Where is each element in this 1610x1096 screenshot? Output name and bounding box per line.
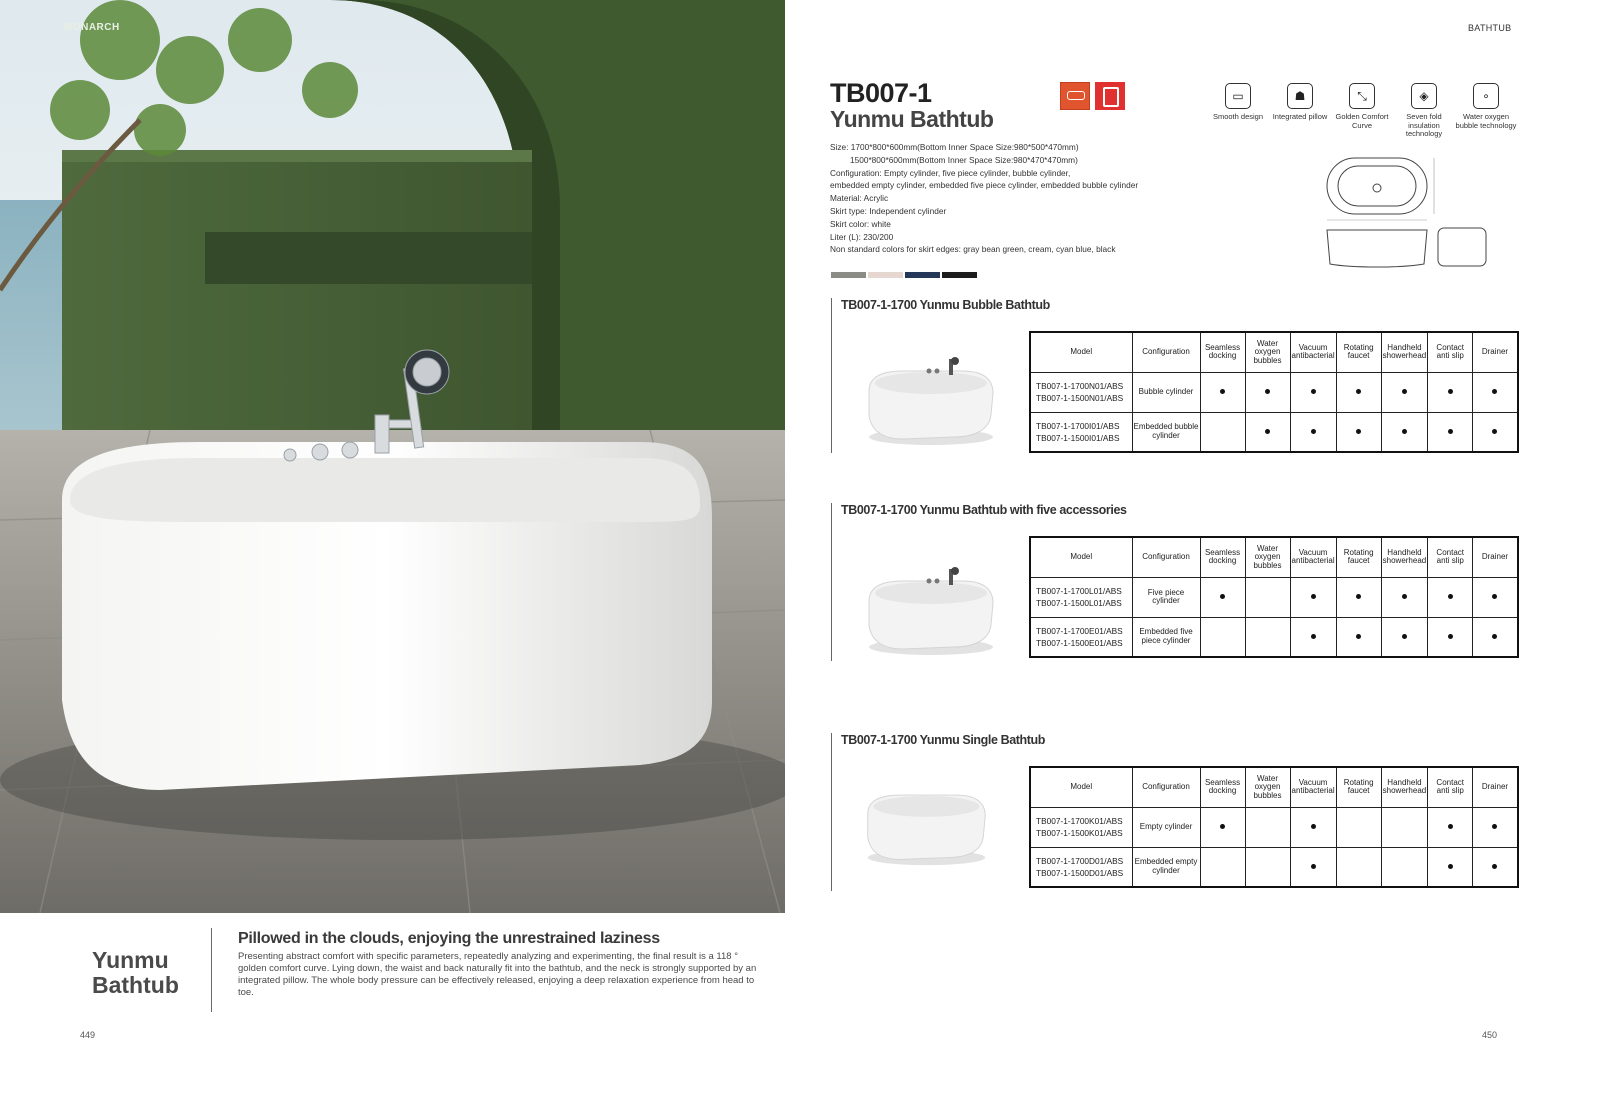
bathtub-thumbnail [861,778,991,868]
column-header: Configuration [1132,332,1200,372]
included-dot-icon [1402,634,1407,639]
product-block [831,503,1521,673]
column-header: Vacuum antibacterial [1290,537,1336,577]
block-rule [831,503,832,661]
model-code: TB007-1-1700L01/ABS [1036,586,1122,596]
model-cell [1030,617,1132,657]
pillow-icon: ☗ [1287,83,1313,109]
bathroom-scene-image [0,0,785,913]
column-header: Handheld showerhead [1381,537,1428,577]
feature-cell [1245,372,1290,412]
brand-logo-text: MONARCH [64,22,120,33]
caption-headline: Pillowed in the clouds, enjoying the unrestrained laziness [238,930,660,947]
spec-table [1029,536,1519,658]
included-dot-icon [1265,389,1270,394]
feature-cell [1381,577,1428,617]
feature-item [1207,83,1269,139]
color-swatch [905,272,940,278]
product-block [831,298,1521,468]
model-cell [1030,577,1132,617]
included-dot-icon [1448,864,1453,869]
spec-line: Material: Acrylic [830,193,889,204]
caption-divider [211,928,212,1012]
feature-cell [1200,412,1245,452]
page-number-left: 449 [80,1030,96,1040]
feature-item [1331,83,1393,139]
model-cell [1030,372,1132,412]
insulation-icon: ◈ [1411,83,1437,109]
spec-table [1029,331,1519,453]
feature-cell [1381,372,1428,412]
spec-line: Size: 1700*800*600mm(Bottom Inner Space Size:980*500*470mm) [830,142,1079,152]
included-dot-icon [1492,389,1497,394]
column-header: Model [1030,332,1132,372]
spec-line: embedded empty cylinder, embedded five piece cylinder, embedded bubble cylinder [830,180,1139,191]
model-code: TB007-1-1500E01/ABS [1036,637,1123,648]
table-header-row [1030,537,1518,577]
certification-badge [1095,82,1125,110]
page-number-right: 450 [1482,1030,1498,1040]
included-dot-icon [1448,389,1453,394]
feature-cell [1473,412,1518,452]
column-header: Configuration [1132,537,1200,577]
bathtub-thumbnail [863,563,998,658]
hero-photo [0,0,785,913]
product-code: TB007-1 [830,78,932,108]
model-code: TB007-1-1500N01/ABS [1036,393,1124,403]
feature-cell [1200,372,1245,412]
column-header: Rotating faucet [1336,767,1381,807]
feature-cell [1290,577,1336,617]
block-title: TB007-1-1700 Yunmu Bathtub with five accessories [841,503,1127,517]
column-header: Configuration [1132,767,1200,807]
model-code: TB007-1-1500L01/ABS [1036,598,1122,608]
color-swatch [942,272,977,278]
feature-cell [1336,577,1381,617]
feature-cell [1473,807,1518,847]
feature-cell [1290,847,1336,887]
column-header: Drainer [1473,537,1518,577]
included-dot-icon [1311,429,1316,434]
table-row [1030,372,1518,412]
feature-cell [1290,412,1336,452]
included-dot-icon [1356,429,1361,434]
feature-cell [1245,807,1290,847]
bathtub-icon: ▭ [1225,83,1251,109]
configuration-cell: Embedded five piece cylinder [1132,617,1200,657]
included-dot-icon [1448,594,1453,599]
design-award-badge [1060,82,1090,110]
feature-cell [1200,807,1245,847]
configuration-cell: Embedded bubble cylinder [1132,412,1200,452]
column-header: Rotating faucet [1336,332,1381,372]
section-tag: BATHTUB [1468,23,1512,33]
feature-cell [1290,617,1336,657]
caption-body: Presenting abstract comfort with specific parameters, repeatedly analyzing and experimenting, the final result is a 118 ° golden comfort curve. Lying down, the waist and back naturally fit into the bathtub, and the neck is strongly supported by an integrated pillow. The whole body pressure can be effectively released, enjoying a deep relaxation experience from head to toe. [238,951,757,998]
column-header: Handheld showerhead [1381,767,1428,807]
feature-cell [1200,577,1245,617]
model-code: TB007-1-1700N01/ABS [1036,381,1124,391]
column-header: Water oxygen bubbles [1245,537,1290,577]
column-header: Seamless docking [1200,332,1245,372]
feature-cell [1381,412,1428,452]
caption-title: Yunmu Bathtub [92,947,179,998]
feature-cell [1245,617,1290,657]
configuration-cell: Embedded empty cylinder [1132,847,1200,887]
feature-cell [1336,412,1381,452]
included-dot-icon [1492,634,1497,639]
model-code: TB007-1-1700D01/ABS [1036,855,1124,866]
feature-icons [1207,83,1517,139]
included-dot-icon [1311,389,1316,394]
included-dot-icon [1448,429,1453,434]
feature-item [1393,83,1455,139]
feature-label: Golden Comfort Curve [1335,112,1389,130]
feature-cell [1200,617,1245,657]
included-dot-icon [1311,594,1316,599]
column-header: Drainer [1473,332,1518,372]
feature-cell [1428,372,1473,412]
product-name: Yunmu Bathtub [830,106,994,132]
included-dot-icon [1492,594,1497,599]
feature-cell [1245,847,1290,887]
feature-cell [1336,372,1381,412]
feature-cell [1290,807,1336,847]
column-header: Handheld showerhead [1381,332,1428,372]
included-dot-icon [1492,864,1497,869]
bathtub-thumbnail [863,353,998,448]
feature-cell [1473,617,1518,657]
feature-cell [1245,577,1290,617]
included-dot-icon [1356,594,1361,599]
bubbles-icon: ∘ [1473,83,1499,109]
model-code: TB007-1-1500D01/ABS [1036,867,1124,878]
feature-cell [1245,412,1290,452]
spec-line: Liter (L): 230/200 [830,231,894,242]
feature-cell [1336,847,1381,887]
table-row [1030,617,1518,657]
dimension-diagram [1322,152,1502,272]
column-header: Model [1030,767,1132,807]
column-header: Water oxygen bubbles [1245,767,1290,807]
model-cell [1030,847,1132,887]
spec-line: 1500*800*600mm(Bottom Inner Space Size:980*470*470mm) [850,154,1078,165]
column-header: Seamless docking [1200,767,1245,807]
block-rule [831,298,832,453]
feature-cell [1290,372,1336,412]
included-dot-icon [1311,864,1316,869]
column-header: Vacuum antibacterial [1290,332,1336,372]
feature-cell [1473,577,1518,617]
spec-line: Non standard colors for skirt edges: gray bean green, cream, cyan blue, black [830,244,1116,255]
included-dot-icon [1220,824,1225,829]
feature-cell [1336,807,1381,847]
table-row [1030,412,1518,452]
feature-cell [1336,617,1381,657]
included-dot-icon [1448,634,1453,639]
table-header-row [1030,767,1518,807]
included-dot-icon [1220,594,1225,599]
included-dot-icon [1311,824,1316,829]
included-dot-icon [1448,824,1453,829]
spec-line: Configuration: Empty cylinder, five piece cylinder, bubble cylinder, [830,167,1071,178]
included-dot-icon [1402,389,1407,394]
spec-line: Skirt type: Independent cylinder [830,205,947,216]
color-swatches [831,272,977,278]
column-header: Seamless docking [1200,537,1245,577]
column-header: Contact anti slip [1428,767,1473,807]
spec-table [1029,766,1519,888]
included-dot-icon [1356,389,1361,394]
feature-cell [1428,847,1473,887]
feature-cell [1200,847,1245,887]
feature-item [1455,83,1517,139]
included-dot-icon [1402,429,1407,434]
included-dot-icon [1402,594,1407,599]
included-dot-icon [1356,634,1361,639]
feature-cell [1428,807,1473,847]
model-cell [1030,807,1132,847]
model-code: TB007-1-1700E01/ABS [1036,625,1123,636]
feature-cell [1428,412,1473,452]
feature-cell [1381,807,1428,847]
column-header: Contact anti slip [1428,537,1473,577]
column-header: Drainer [1473,767,1518,807]
table-row [1030,807,1518,847]
column-header: Vacuum antibacterial [1290,767,1336,807]
feature-label: Water oxygen bubble technology [1455,112,1517,130]
column-header: Contact anti slip [1428,332,1473,372]
model-code: TB007-1-1500I01/ABS [1036,432,1120,443]
included-dot-icon [1492,824,1497,829]
included-dot-icon [1220,389,1225,394]
feature-cell [1428,617,1473,657]
included-dot-icon [1265,429,1270,434]
color-swatch [831,272,866,278]
model-cell [1030,412,1132,452]
color-swatch [868,272,903,278]
feature-cell [1381,847,1428,887]
feature-label: Seven fold insulation technology [1405,112,1443,138]
spec-list [830,141,1190,256]
model-code: TB007-1-1700K01/ABS [1036,816,1123,826]
column-header: Model [1030,537,1132,577]
product-block [831,733,1521,903]
block-title: TB007-1-1700 Yunmu Bubble Bathtub [841,298,1050,312]
model-code: TB007-1-1700I01/ABS [1036,420,1120,431]
table-row [1030,577,1518,617]
feature-cell [1473,372,1518,412]
feature-cell [1428,577,1473,617]
included-dot-icon [1311,634,1316,639]
feature-label: Smooth design [1212,112,1264,121]
curve-icon: ⤡ [1349,83,1375,109]
feature-item [1269,83,1331,139]
configuration-cell: Five piece cylinder [1132,577,1200,617]
table-header-row [1030,332,1518,372]
configuration-cell: Bubble cylinder [1132,372,1200,412]
configuration-cell: Empty cylinder [1132,807,1200,847]
spec-line: Skirt color: white [830,218,891,229]
model-code: TB007-1-1500K01/ABS [1036,828,1123,838]
column-header: Rotating faucet [1336,537,1381,577]
block-rule [831,733,832,891]
table-row [1030,847,1518,887]
block-title: TB007-1-1700 Yunmu Single Bathtub [841,733,1045,747]
feature-cell [1473,847,1518,887]
feature-label: Integrated pillow [1272,112,1328,121]
feature-cell [1381,617,1428,657]
column-header: Water oxygen bubbles [1245,332,1290,372]
included-dot-icon [1492,429,1497,434]
